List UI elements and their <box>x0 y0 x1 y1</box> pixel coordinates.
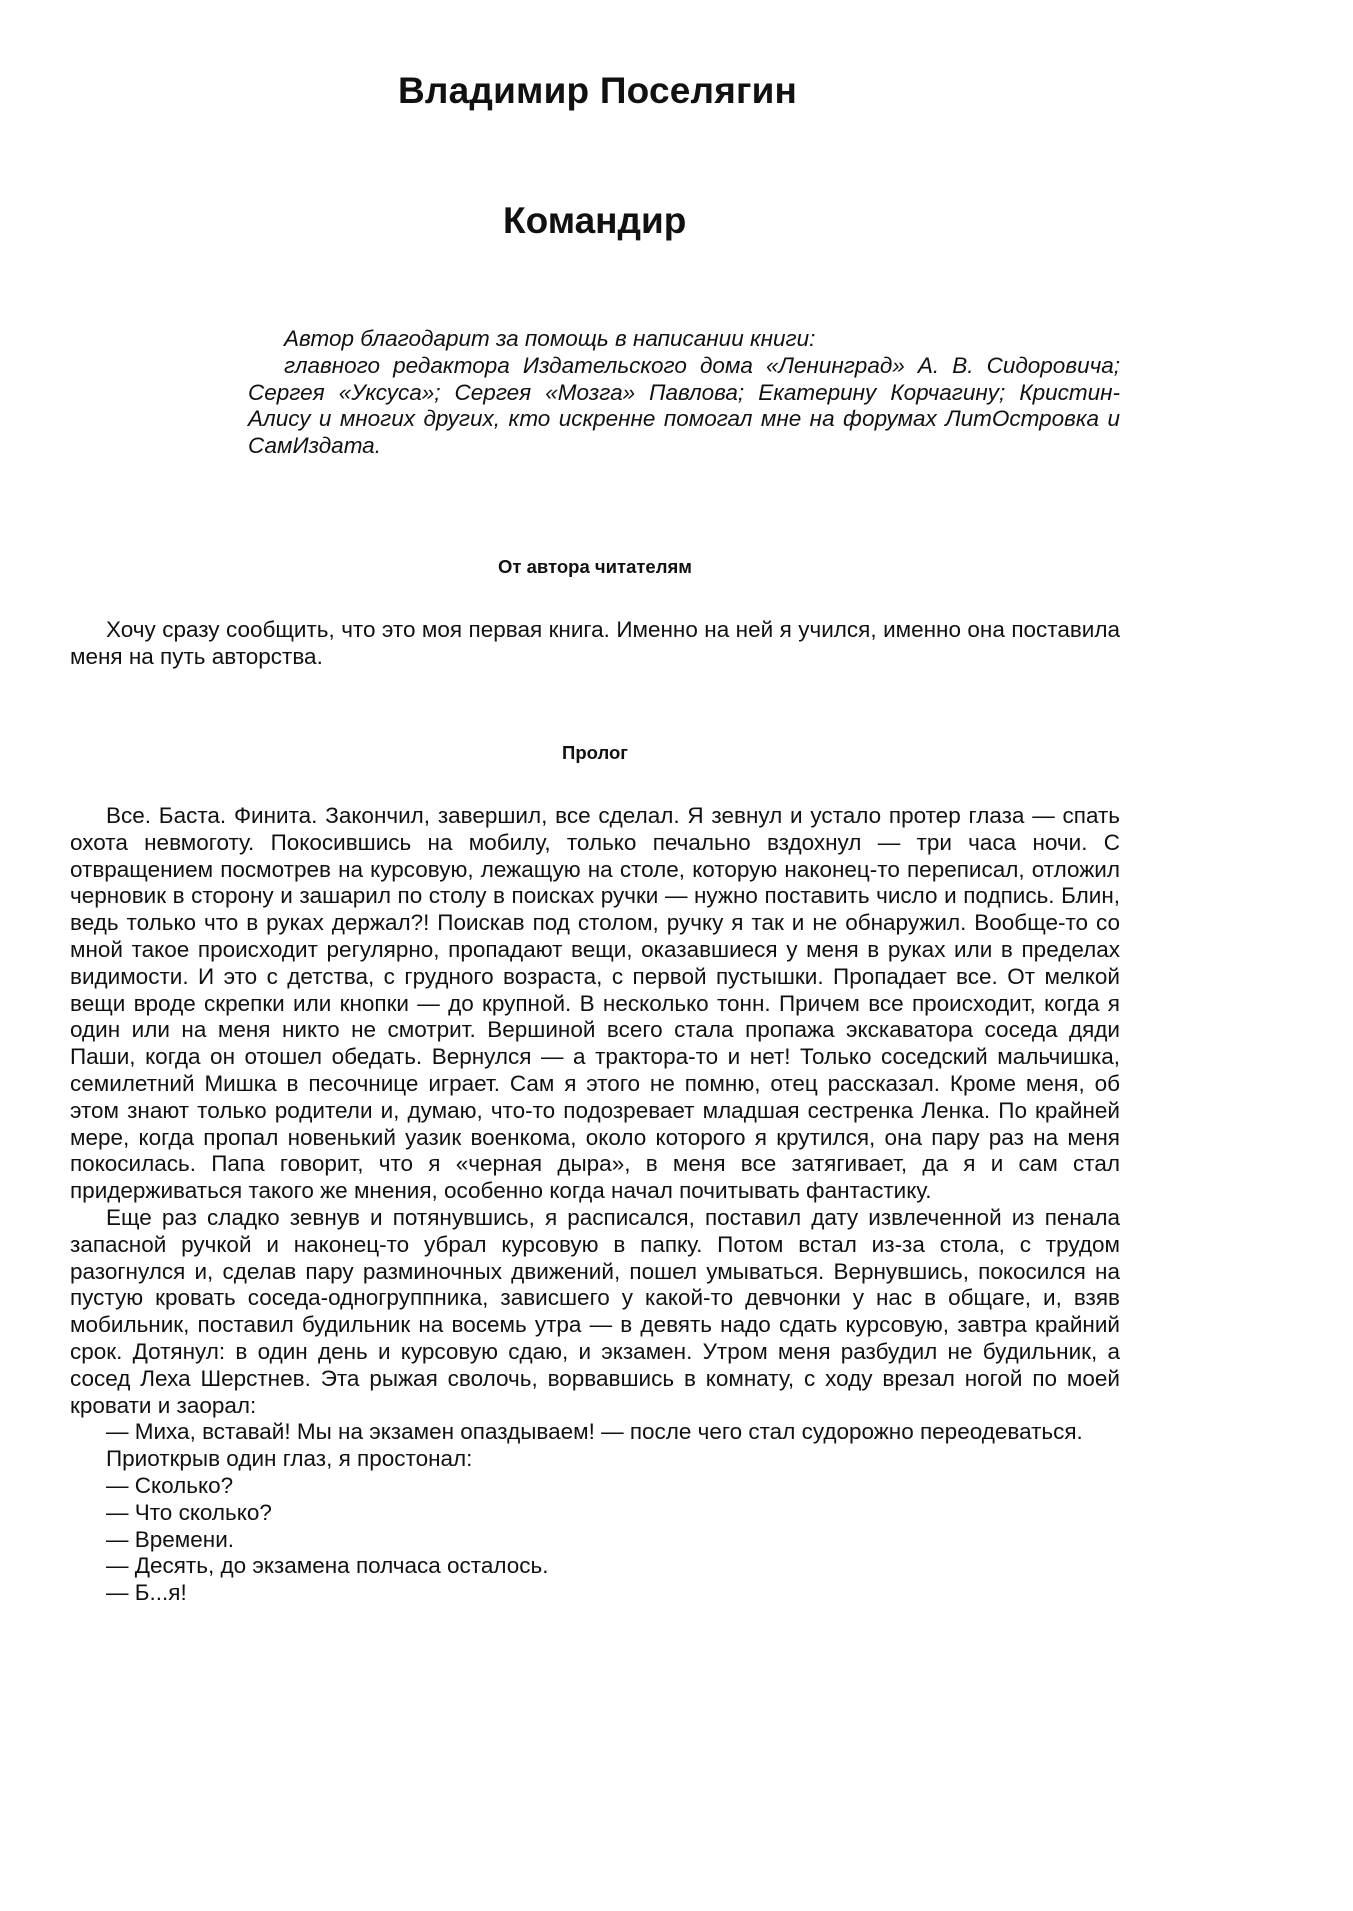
section-heading-from-author: От автора читателям <box>498 556 692 577</box>
dialog-line: — Б...я! <box>106 1580 187 1606</box>
from-author-section <box>70 617 1120 671</box>
from-author-paragraph: Хочу сразу сообщить, что это моя первая книга. Именно на ней я учился, именно она поставила меня на путь авторства. <box>70 617 1120 669</box>
dialog-line: — Десять, до экзамена полчаса осталось. <box>106 1553 549 1579</box>
dialog-line: — Миха, вставай! Мы на экзамен опаздываем! — после чего стал судорожно переодеваться. <box>106 1419 1083 1445</box>
book-title: Командир <box>503 200 687 241</box>
section-heading-prologue: Пролог <box>562 742 628 763</box>
prologue-section <box>70 803 1120 1607</box>
epigraph-line-1: Автор благодарит за помощь в написании книги: <box>284 326 816 351</box>
epigraph-line-2: главного редактора Издательского дома «Ленинград» А. В. Сидоровича; Сергея «Уксуса»; Сергея «Мозга» Павлова; Екатерину Корчагину; Кристин-Алису и многих других, кто искренне помогал мне на форумах ЛитОстровка и СамИздата. <box>248 352 1120 459</box>
prologue-paragraph: Все. Баста. Финита. Закончил, завершил, все сделал. Я зевнул и устало протер глаза — спать охота невмоготу. Покосившись на мобилу, только печально вздохнул — три часа ночи. С отвращением посмотрев на курсовую, лежащую на столе, которую наконец-то переписал, отложил черновик в сторону и зашарил по столу в поисках ручки — нужно поставить число и подпись. Блин, ведь только что в руках держал?! Поискав под столом, ручку я так и не обнаружил. Вообще-то со мной такое происходит регулярно, пропадают вещи, оказавшиеся у меня в руках или в пределах видимости. И это с детства, с грудного возраста, с первой пустышки. Пропадает все. От мелкой вещи вроде скрепки или кнопки — до крупной. В несколько тонн. Причем все происходит, когда я один или на меня никто не смотрит. Вершиной всего стала пропажа экскаватора соседа дяди Паши, когда он отошел обедать. Вернулся — а трактора-то и нет! Только соседский мальчишка, семилетний Мишка в песочнице играет. Сам я этого не помню, отец рассказал. Кроме меня, об этом знают только родители и, думаю, что-то подозревает младшая сестренка Ленка. По крайней мере, когда пропал новенький уазик военкома, около которого я крутился, она пару раз на меня покосилась. Папа говорит, что я «черная дыра», в меня все затягивает, да я и сам стал придерживаться такого же мнения, особенно когда начал почитывать фантастику. <box>70 803 1120 1204</box>
dialog-line: — Времени. <box>106 1526 235 1552</box>
dialog-line: Приоткрыв один глаз, я простонал: <box>106 1446 473 1472</box>
book-author: Владимир Поселягин <box>398 70 798 111</box>
acknowledgements-epigraph <box>248 326 1120 460</box>
prologue-paragraph: Еще раз сладко зевнув и потянувшись, я расписался, поставил дату извлеченной из пенала запасной ручкой и наконец-то убрал курсовую в папку. Потом встал из-за стола, с трудом разогнулся и, сделав пару разминочных движений, пошел умываться. Вернувшись, покосился на пустую кровать соседа-одногруппника, зависшего у какой-то девчонки у нас в общаге, и, взяв мобильник, поставил будильник на восемь утра — в девять надо сдать курсовую, завтра крайний срок. Дотянул: в один день и курсовую сдаю, и экзамен. Утром меня разбудил не будильник, а сосед Леха Шерстнев. Эта рыжая сволочь, ворвавшись в комнату, с ходу врезал ногой по моей кровати и заорал: <box>70 1204 1120 1418</box>
dialog-line: — Сколько? <box>106 1472 234 1498</box>
dialog-line: — Что сколько? <box>106 1499 272 1525</box>
